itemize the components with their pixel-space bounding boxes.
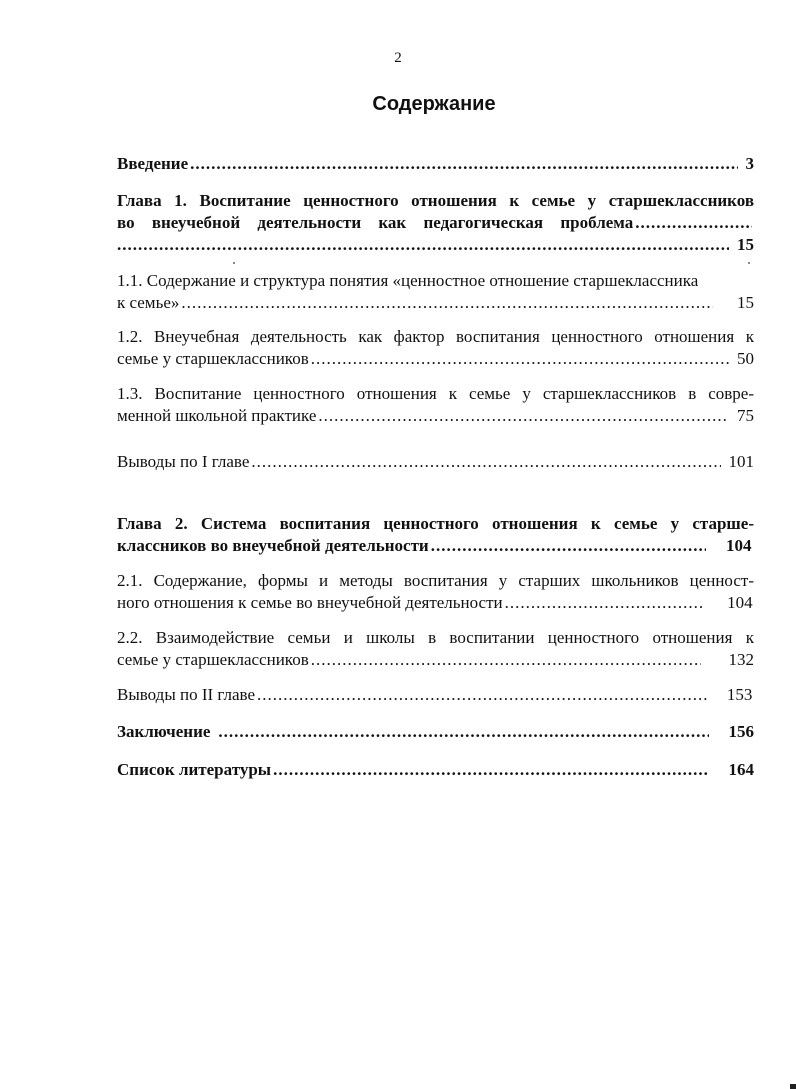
dot-leader <box>505 592 705 614</box>
dot-leader <box>218 721 708 743</box>
scan-corner-mark <box>790 1084 796 1089</box>
toc-entry-conclusions-ch2[interactable] <box>117 684 754 706</box>
toc-entry-page: 153 <box>726 685 753 704</box>
dot-leader <box>190 153 737 175</box>
toc-entry-chapter-1[interactable] <box>117 190 754 256</box>
toc-entry-title-line1: 1.2. Внеучебная деятельность как фактор воспитания ценностного отношения к <box>117 327 754 346</box>
dot-leader <box>257 684 709 706</box>
toc-entry-section-1-1[interactable] <box>117 270 754 314</box>
toc-entry-title: Выводы по II главе <box>117 685 256 704</box>
dot-leader <box>431 535 706 557</box>
toc-entry-page: 15 <box>737 293 754 312</box>
toc-entry-title: Список литературы <box>117 760 272 779</box>
toc-entry-title: Выводы по I главе <box>117 452 250 471</box>
toc-entry-title-line1: 2.1. Содержание, формы и методы воспитания у старших школьников ценност- <box>117 571 754 590</box>
toc-entry-title-line2: семье у старшеклассников <box>117 349 309 368</box>
dot-leader <box>635 212 752 234</box>
toc-entry-title-line1: 2.2. Взаимодействие семьи и школы в воспитании ценностного отношения к <box>117 628 754 647</box>
toc-entry-title-line1: Глава 1. Воспитание ценностного отношения к семье у старшеклассников <box>117 191 754 210</box>
toc-entry-title-line1: Глава 2. Система воспитания ценностного отношения к семье у старше- <box>117 514 754 533</box>
dot-leader <box>318 405 729 427</box>
toc-entry-title-line2: классников во внеучебной деятельности <box>117 536 429 555</box>
toc-entry-page: 132 <box>728 650 754 669</box>
toc-entry-page: 3 <box>745 154 754 173</box>
toc-entry-title-line2: менной школьной практике <box>117 406 317 425</box>
toc-entry-section-2-2[interactable] <box>117 627 754 671</box>
toc-entry-intro[interactable] <box>117 153 754 175</box>
toc-entry-title-line2: семье у старшеклассников <box>117 650 309 669</box>
dot-leader <box>181 292 713 314</box>
toc-entry-page: 104 <box>726 536 752 555</box>
toc-entry-section-2-1[interactable] <box>117 570 754 614</box>
toc-entry-section-1-3[interactable] <box>117 383 754 427</box>
toc-entry-title: Заключение <box>117 722 211 741</box>
dot-leader <box>311 348 729 370</box>
scan-speck <box>748 262 750 264</box>
toc-entry-title-line2: к семье» <box>117 293 180 312</box>
toc-entry-title-line1: 1.3. Воспитание ценностного отношения к семье у старшеклассников в совре- <box>117 384 754 403</box>
scan-speck <box>233 262 235 264</box>
toc-entry-title: Введение <box>117 154 189 173</box>
dot-leader <box>273 759 708 781</box>
toc-entry-title-line2: ного отношения к семье во внеучебной деятельности <box>117 593 503 612</box>
toc-entry-conclusions-ch1[interactable] <box>117 451 754 473</box>
page-title: Содержание <box>372 93 496 115</box>
toc-entry-references[interactable] <box>117 759 754 781</box>
dot-leader <box>311 649 701 671</box>
toc-entry-page: 50 <box>737 349 754 368</box>
toc-entry-page: 75 <box>737 406 754 425</box>
toc-entry-chapter-2[interactable] <box>117 513 754 557</box>
toc-entry-page: 15 <box>737 235 754 254</box>
toc-entry-conclusion[interactable] <box>117 721 754 743</box>
toc-entry-page: 156 <box>728 722 754 741</box>
page-number: 2 <box>394 50 402 66</box>
toc-entry-section-1-2[interactable] <box>117 326 754 370</box>
toc-entry-page: 164 <box>728 760 754 779</box>
dot-leader <box>251 451 720 473</box>
toc-entry-title-line1: 1.1. Содержание и структура понятия «ценностное отношение старшеклассника <box>117 271 699 290</box>
dot-leader <box>117 234 729 256</box>
toc-entry-page: 104 <box>727 593 753 612</box>
toc-entry-page: 101 <box>728 452 754 471</box>
toc-entry-title-line2: во внеучебной деятельности как педагогическая проблема <box>117 213 634 232</box>
